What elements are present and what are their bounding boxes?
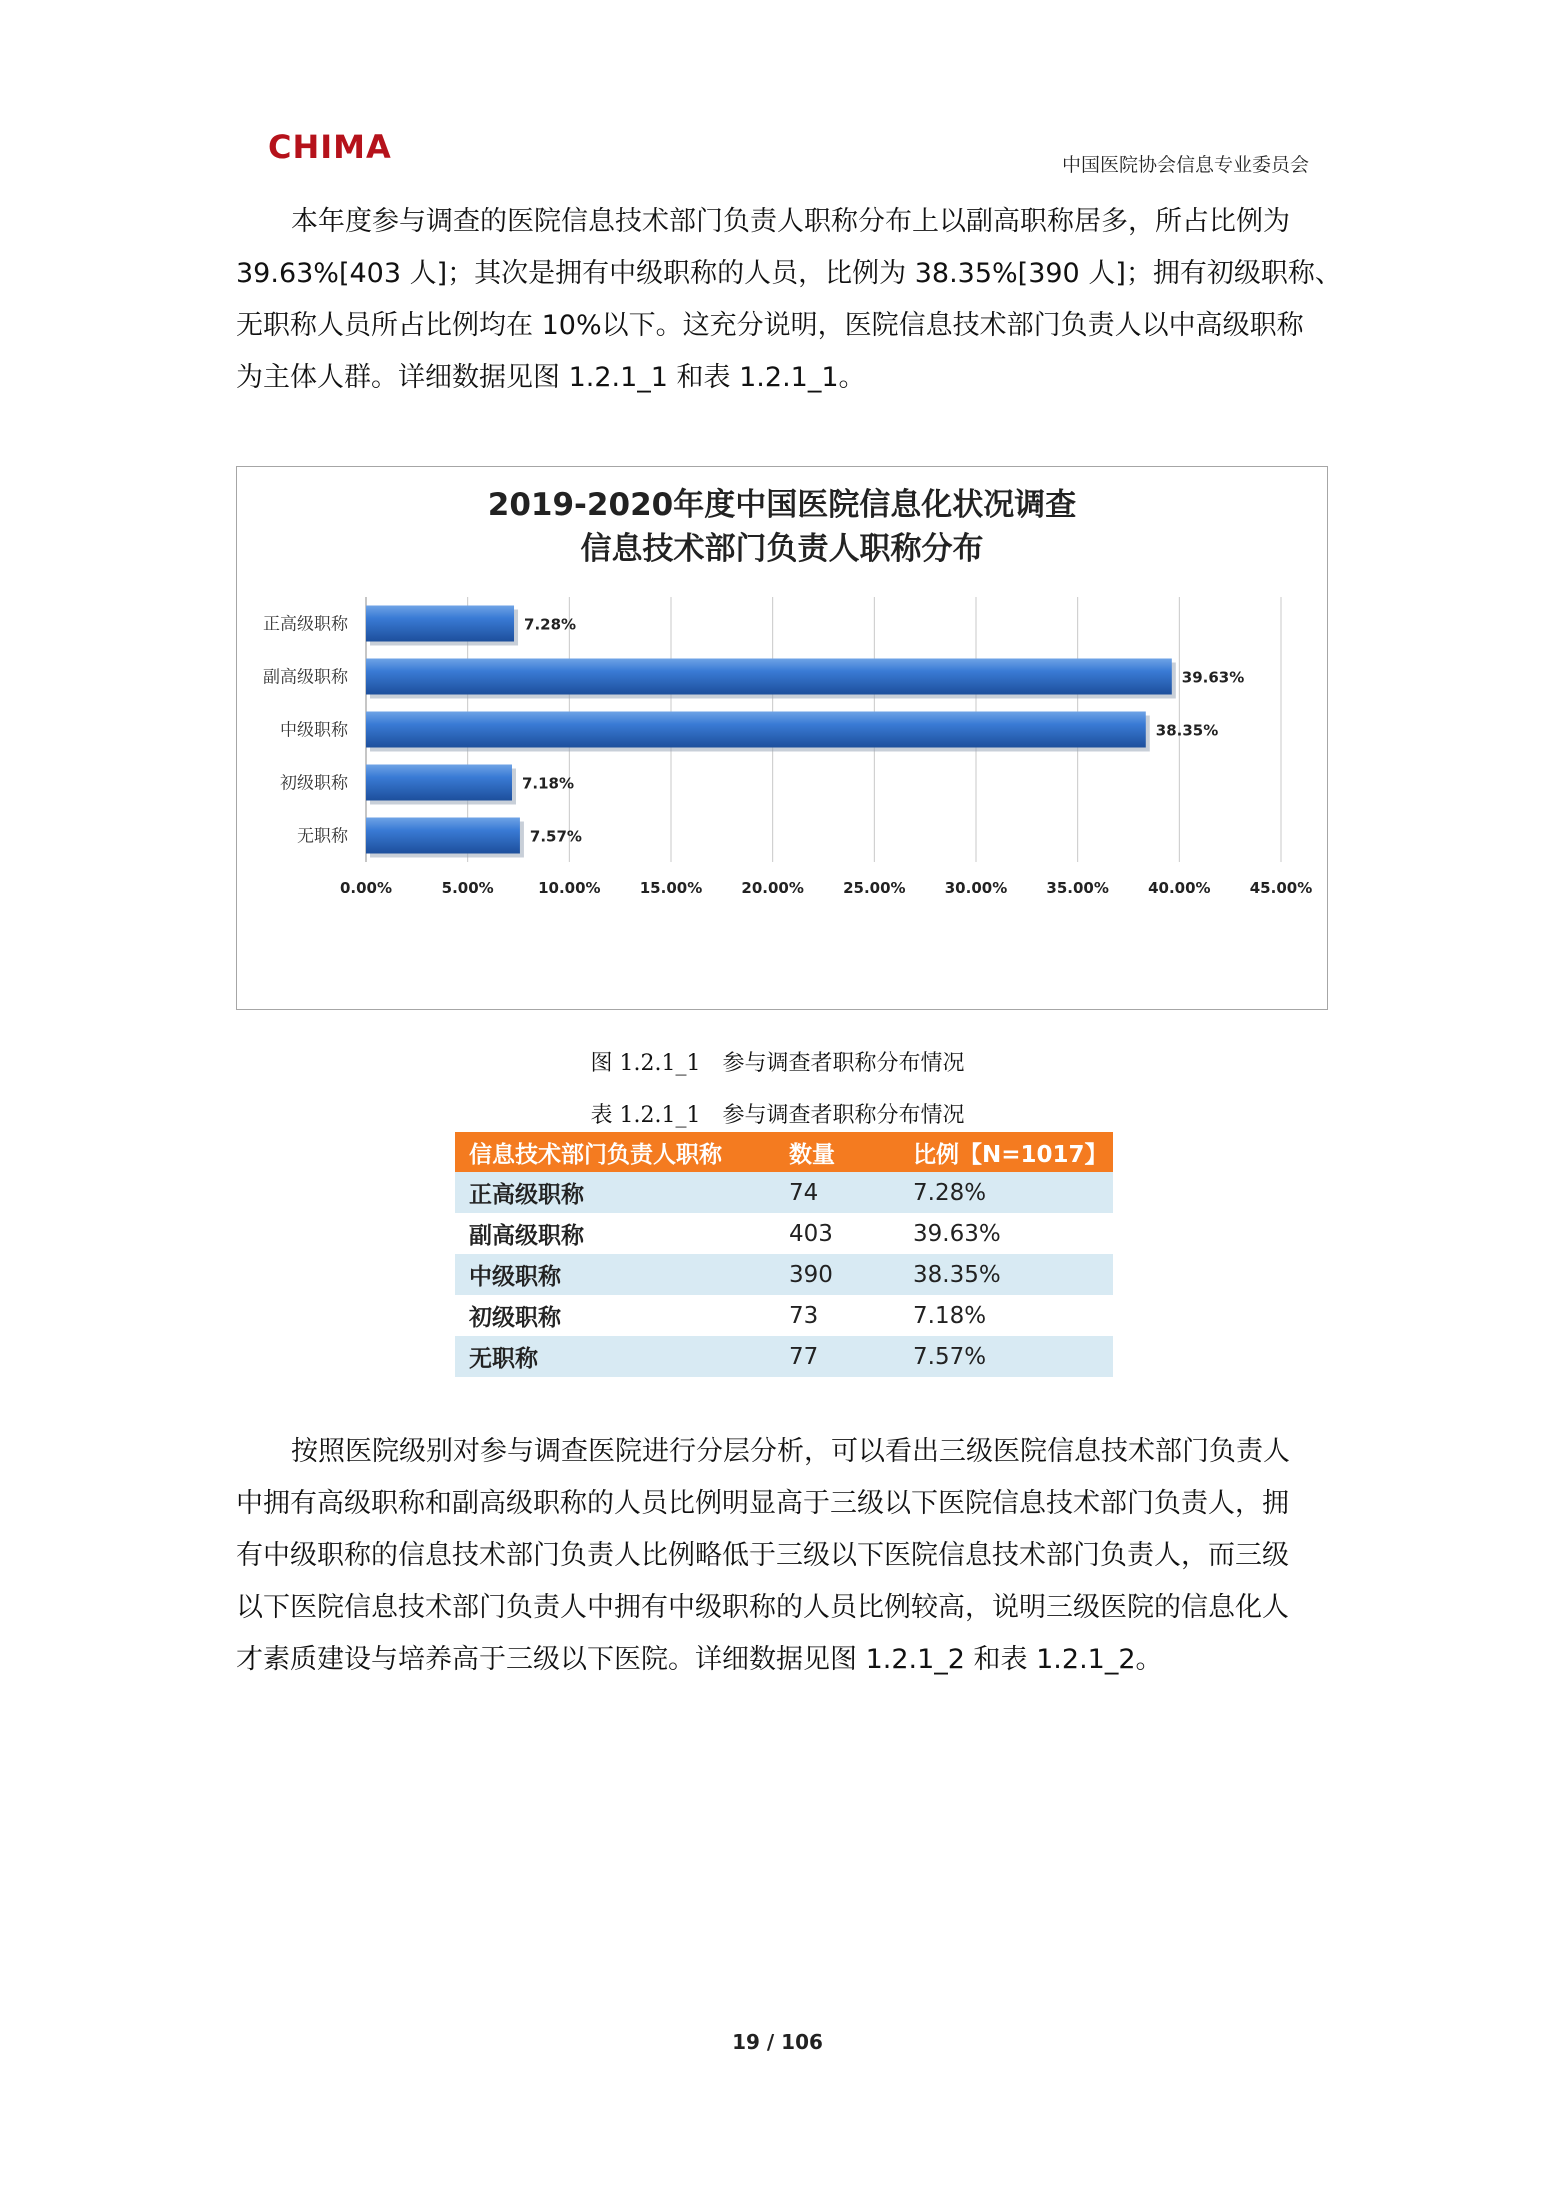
table-row [455,1336,1113,1377]
column-header-count: 数量 [775,1132,899,1172]
paragraph-line: 本年度参与调查的医院信息技术部门负责人职称分布上以副高职称居多，所占比例为 [291,206,1290,237]
x-tick-label: 20.00% [741,879,804,897]
bar-value-label: 7.18% [521,774,575,793]
cell-count: 403 [775,1213,899,1254]
column-header-title: 信息技术部门负责人职称 [455,1132,775,1172]
paragraph-line: 有中级职称的信息技术部门负责人比例略低于三级以下医院信息技术部门负责人，而三级 [236,1540,1289,1571]
x-tick-label: 0.00% [339,879,393,897]
bar [366,765,512,801]
cell-title: 无职称 [455,1336,775,1377]
chart-title-line2: 信息技术部门负责人职称分布 [580,531,984,567]
x-tick-label: 35.00% [1046,879,1109,897]
page-number: 19 / 106 [732,2030,823,2054]
intro-paragraph [236,196,1342,404]
x-tick-label: 5.00% [441,879,494,897]
title-distribution-table [455,1132,1113,1377]
x-tick-label: 25.00% [843,879,906,897]
cell-ratio: 7.18% [899,1295,1113,1336]
cell-title: 正高级职称 [455,1172,775,1213]
cell-count: 390 [775,1254,899,1295]
bar-value-label: 7.28% [524,615,577,634]
analysis-paragraph [236,1426,1326,1686]
paragraph-line: 以下医院信息技术部门负责人中拥有中级职称的人员比例较高，说明三级医院的信息化人 [236,1592,1289,1623]
y-category-label: 正高级职称 [263,614,348,635]
cell-ratio: 7.57% [899,1336,1113,1377]
y-category-label: 副高级职称 [263,667,348,688]
table-row [455,1295,1113,1336]
cell-ratio: 39.63% [899,1213,1113,1254]
x-tick-label: 40.00% [1148,879,1211,897]
paragraph-line: 中拥有高级职称和副高级职称的人员比例明显高于三级以下医院信息技术部门负责人，拥 [236,1488,1289,1519]
paragraph-line: 才素质建设与培养高于三级以下医院。详细数据见图 1.2.1_2 和表 1.2.1_2。 [236,1644,1163,1675]
table-caption: 表 1.2.1_1 参与调查者职称分布情况 [590,1103,965,1128]
bar-value-label: 38.35% [1155,721,1219,740]
bar [366,606,514,642]
table-row [455,1213,1113,1254]
paragraph-line: 为主体人群。详细数据见图 1.2.1_1 和表 1.2.1_1。 [236,362,866,393]
x-tick-label: 30.00% [944,879,1008,897]
cell-ratio: 7.28% [899,1172,1113,1213]
header-org-name: 中国医院协会信息专业委员会 [1061,154,1309,176]
y-category-label: 初级职称 [280,773,348,794]
figure-caption: 图 1.2.1_1 参与调查者职称分布情况 [590,1051,965,1076]
bar-chart-svg [237,467,1327,1009]
title-distribution-chart [236,466,1328,1010]
table-row [455,1172,1113,1213]
chima-logo: CHIMA [268,128,392,166]
y-category-label: 中级职称 [280,720,348,741]
cell-count: 74 [775,1172,899,1213]
cell-title: 中级职称 [455,1254,775,1295]
x-tick-label: 15.00% [639,879,703,897]
x-tick-label: 45.00% [1249,879,1313,897]
bar [366,818,520,854]
cell-title: 副高级职称 [455,1213,775,1254]
bar-value-label: 39.63% [1181,668,1245,687]
cell-count: 73 [775,1295,899,1336]
bar-value-label: 7.57% [529,827,582,846]
bar [366,712,1146,748]
chart-title-line1: 2019-2020年度中国医院信息化状况调查 [487,487,1077,523]
paragraph-line: 按照医院级别对参与调查医院进行分层分析，可以看出三级医院信息技术部门负责人 [291,1436,1290,1467]
bar [366,659,1172,695]
column-header-ratio: 比例【N=1017】 [899,1132,1113,1172]
paragraph-line: 无职称人员所占比例均在 10%以下。这充分说明，医院信息技术部门负责人以中高级职称 [236,310,1304,341]
table-header-row [455,1132,1113,1172]
paragraph-line: 39.63%[403 人]；其次是拥有中级职称的人员，比例为 38.35%[390 人]；拥有初级职称、 [236,258,1342,289]
y-category-label: 无职称 [297,826,348,847]
cell-count: 77 [775,1336,899,1377]
cell-title: 初级职称 [455,1295,775,1336]
cell-ratio: 38.35% [899,1254,1113,1295]
table-row [455,1254,1113,1295]
x-tick-label: 10.00% [538,879,601,897]
